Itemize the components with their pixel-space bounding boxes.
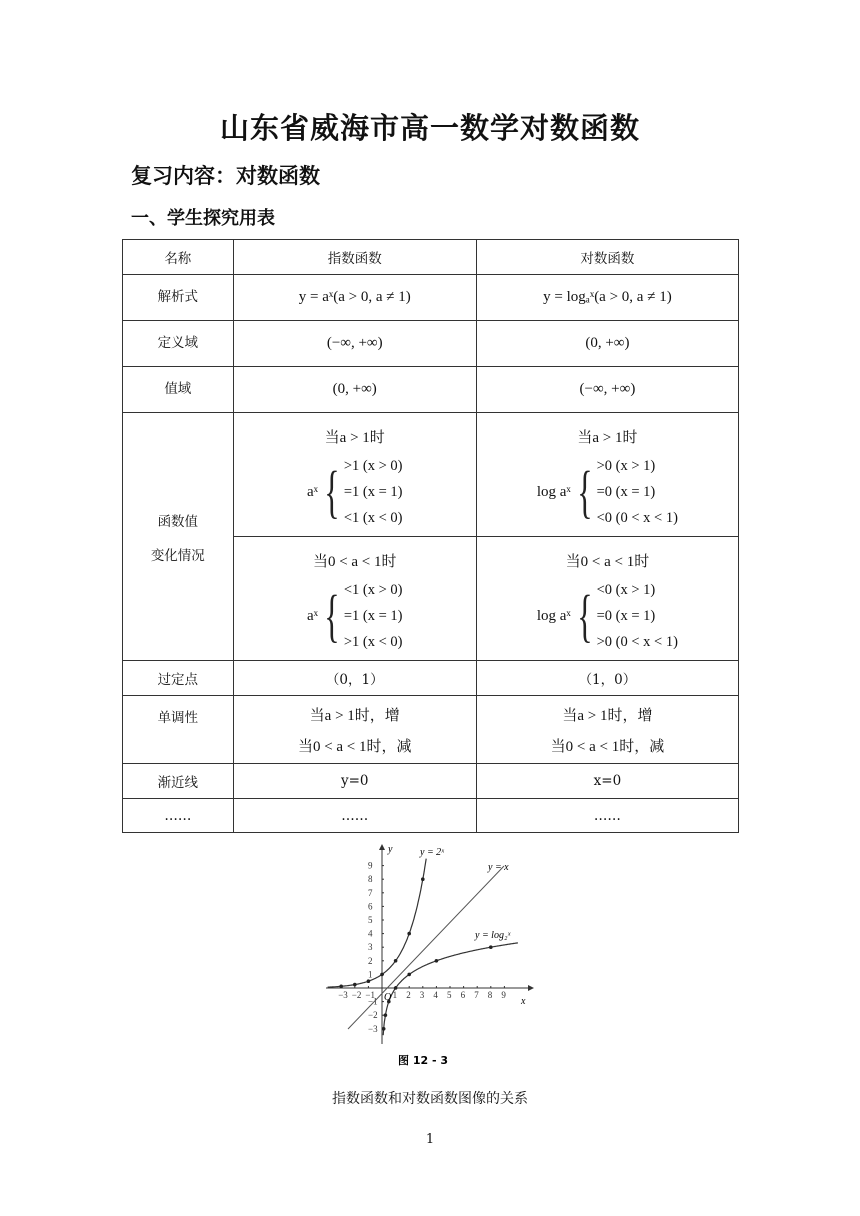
row-label: 过定点: [123, 661, 234, 696]
comparison-table: [122, 239, 739, 833]
piecewise-prefix: log aˣ: [536, 607, 571, 624]
exp-case-a-gt-1: [233, 413, 476, 537]
case-line: =0 (x = 1): [596, 484, 656, 500]
case-heading: 当0 < a < 1时: [312, 554, 397, 570]
curve-point: [339, 985, 343, 989]
case-heading: 当a > 1时: [324, 430, 385, 446]
y-tick-label: −2: [368, 1010, 378, 1021]
y-tick-label: −3: [368, 1023, 378, 1034]
row-label: 单调性: [123, 696, 234, 764]
tick-labels: [338, 861, 506, 1034]
header-exp: 指数函数: [233, 240, 476, 275]
case-line: <0 (0 < x < 1): [596, 510, 678, 526]
curve-point: [353, 983, 357, 987]
x-axis-label: x: [521, 996, 526, 1007]
x-tick-label: −2: [351, 990, 362, 1000]
curve-point: [421, 877, 425, 881]
exp-curve: [328, 859, 427, 988]
case-line: >0 (x > 1): [596, 458, 656, 474]
curve-point: [394, 959, 398, 963]
page-number: 1: [425, 1132, 435, 1147]
piecewise-lines: [597, 453, 678, 531]
log-monotonic: [476, 696, 738, 764]
line-label: y = x: [488, 862, 509, 873]
curve-point: [407, 973, 411, 977]
curve-point: [380, 973, 384, 977]
graph-svg: [318, 838, 540, 1074]
exp-case-a-lt-1: [233, 537, 476, 661]
log-case-a-gt-1: [476, 413, 738, 537]
row-label-line1: 函数值: [157, 513, 199, 530]
curve-point: [435, 959, 439, 963]
y-tick-label: 6: [368, 901, 373, 912]
piecewise-prefix: aˣ: [306, 483, 318, 500]
row-label: 值域: [123, 367, 234, 413]
y-axis-label: y: [388, 844, 393, 855]
log-curve: [383, 943, 518, 1035]
piecewise-lines: [344, 453, 403, 531]
row-label-change: [123, 413, 234, 661]
y-tick-label: 2: [368, 955, 373, 966]
mono-line: 当a > 1时，增: [309, 707, 400, 724]
x-tick-label: 2: [406, 990, 411, 1000]
log-case-a-lt-1: [476, 537, 738, 661]
y-tick-label: 8: [368, 874, 373, 885]
exp-curve-label: y = 2ˣ: [420, 847, 445, 858]
case-line: =1 (x = 1): [343, 608, 403, 624]
mono-line: 当0 < a < 1时，减: [297, 738, 412, 755]
exp-domain: (−∞, +∞): [233, 321, 476, 367]
piecewise-prefix: log aˣ: [536, 483, 571, 500]
y-tick-label: 9: [368, 860, 373, 871]
log-curve-label: y = log₂ˣ: [475, 930, 511, 941]
brace-icon: {: [577, 583, 593, 648]
row-label: 渐近线: [123, 764, 234, 799]
case-line: =1 (x = 1): [343, 484, 403, 500]
curve-point: [394, 986, 398, 990]
exp-etc: ……: [233, 799, 476, 833]
axis-ticks: [341, 866, 504, 1029]
function-graph-figure: [318, 838, 540, 1074]
x-tick-label: 1: [392, 990, 398, 1000]
case-line: >1 (x > 0): [343, 458, 403, 474]
mono-line: 当0 < a < 1时，减: [550, 738, 665, 755]
piecewise: [307, 453, 402, 531]
x-arrow-icon: [528, 985, 534, 991]
y-arrow-icon: [379, 844, 385, 850]
header-name: 名称: [123, 240, 234, 275]
table-header-row: [123, 240, 739, 275]
x-tick-label: 5: [447, 990, 452, 1000]
case-heading: 当a > 1时: [577, 430, 638, 446]
row-label-line2: 变化情况: [150, 547, 205, 564]
curve-point: [384, 1013, 388, 1017]
log-fixed-point: （1，0）: [476, 661, 738, 696]
curve-points: [339, 877, 492, 1030]
y-tick-label: 1: [368, 969, 373, 980]
row-label: 解析式: [123, 275, 234, 321]
brace-icon: {: [577, 459, 593, 524]
exp-asymptote: y=0: [233, 764, 476, 799]
y-tick-label: 5: [368, 915, 373, 925]
exp-range: (0, +∞): [233, 367, 476, 413]
case-line: >0 (0 < x < 1): [596, 634, 678, 650]
table-row: [123, 696, 739, 764]
case-heading: 当0 < a < 1时: [565, 554, 650, 570]
brace-icon: {: [324, 459, 340, 524]
brace-icon: {: [324, 583, 340, 648]
mono-line: 当a > 1时，增: [562, 707, 653, 724]
case-line: <1 (x > 0): [343, 582, 403, 598]
x-tick-label: 4: [433, 990, 438, 1000]
figure-caption: 指数函数和对数函数图像的关系: [332, 1091, 528, 1107]
exp-fixed-point: （0，1）: [233, 661, 476, 696]
case-line: =0 (x = 1): [596, 608, 656, 624]
y-tick-label: 3: [368, 942, 373, 953]
case-line: <1 (x < 0): [343, 510, 403, 526]
x-tick-label: 8: [487, 990, 493, 1000]
row-label: ……: [123, 799, 234, 833]
origin-label: O: [384, 992, 392, 1003]
curve-point: [382, 1027, 386, 1031]
x-tick-label: −3: [338, 990, 348, 1000]
piecewise-prefix: aˣ: [306, 607, 318, 624]
piecewise-lines: [597, 577, 678, 655]
case-line: >1 (x < 0): [343, 634, 403, 650]
review-heading: 复习内容：对数函数: [131, 164, 320, 188]
log-etc: ……: [476, 799, 738, 833]
piecewise: [307, 577, 402, 655]
exp-monotonic: [233, 696, 476, 764]
x-tick-label: −1: [365, 990, 375, 1000]
log-formula: y = logₐˣ(a > 0, a ≠ 1): [476, 275, 738, 321]
case-line: <0 (x > 1): [596, 582, 656, 598]
log-asymptote: x=0: [476, 764, 738, 799]
x-tick-label: 9: [501, 990, 506, 1000]
table-row: [123, 275, 739, 321]
header-log: 对数函数: [476, 240, 738, 275]
table-row: [123, 321, 739, 367]
curve-point: [407, 932, 411, 936]
x-tick-label: 6: [460, 990, 466, 1000]
page-title: 山东省威海市高一数学对数函数: [219, 111, 640, 145]
y-tick-label: 7: [368, 887, 373, 898]
piecewise: [537, 453, 678, 531]
log-range: (−∞, +∞): [476, 367, 738, 413]
table-row: [123, 764, 739, 799]
piecewise-lines: [344, 577, 403, 655]
table-row: [123, 799, 739, 833]
y-tick-label: −1: [368, 996, 378, 1007]
table-row: [123, 661, 739, 696]
table-row: [123, 413, 739, 537]
log-domain: (0, +∞): [476, 321, 738, 367]
x-tick-label: 7: [474, 990, 479, 1000]
row-label: 定义域: [123, 321, 234, 367]
table-row: [123, 367, 739, 413]
figure-number: 图 12 - 3: [398, 1054, 449, 1067]
piecewise: [537, 577, 678, 655]
x-tick-label: 3: [419, 990, 425, 1000]
curve-point: [367, 979, 371, 983]
y-tick-label: 4: [368, 928, 373, 939]
curve-point: [489, 945, 493, 949]
exp-formula: y = aˣ(a > 0, a ≠ 1): [233, 275, 476, 321]
section-heading: 一、学生探究用表: [131, 208, 275, 229]
